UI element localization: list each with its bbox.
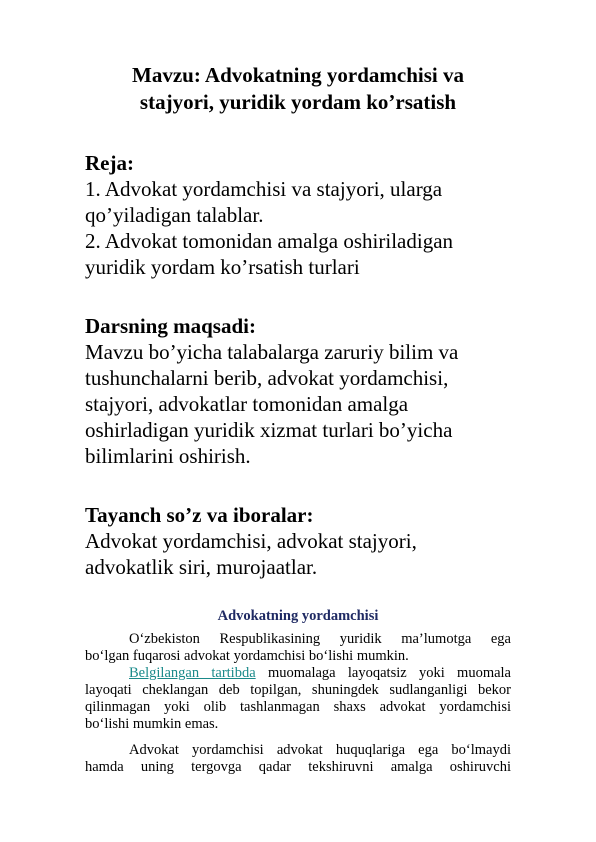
paragraph-text: muomalaga layoqatsiz yoki muomala (255, 665, 511, 681)
paragraph-line: qilinmagan yoki olib tashlanmagan shaxs advokat yordamchisi (85, 699, 511, 715)
reja-block (85, 150, 525, 280)
paragraph-line (85, 665, 511, 682)
reja-line: 2. Advokat tomonidan amalga oshiriladigan (85, 229, 454, 253)
paragraph-line: O‘zbekiston Respublikasining yuridik ma’lumotga ega (129, 631, 511, 647)
tayanch-line: advokatlik siri, murojaatlar. (85, 555, 318, 579)
section-title: Advokatning yordamchisi (217, 608, 379, 624)
reja-heading: Reja: (85, 151, 134, 175)
paragraph-1 (85, 631, 511, 665)
maqsad-line: stajyori, advokatlar tomonidan amalga (85, 392, 409, 416)
paragraph-line: layoqati cheklangan deb topilgan, shuningdek sudlanganligi bekor (85, 682, 511, 698)
reja-line: 1. Advokat yordamchisi va stajyori, ularga (85, 177, 443, 201)
reja-line: yuridik yordam ko’rsatish turlari (85, 255, 360, 279)
title-line-2: stajyori, yuridik yordam ko’rsatish (139, 90, 457, 114)
maqsad-line: Mavzu bo’yicha talabalarga zaruriy bilim va (85, 340, 459, 364)
maqsad-block (85, 313, 525, 469)
title-line-1: Mavzu: Advokatning yordamchisi va (132, 63, 464, 87)
reja-line: qo’yiladigan talablar. (85, 203, 264, 227)
maqsad-line: oshirladigan yuridik xizmat turlari bo’yicha (85, 418, 453, 442)
tayanch-block (85, 502, 525, 580)
belgilangan-tartibda-link[interactable]: Belgilangan tartibda (129, 665, 256, 681)
paragraph-line: hamda uning tergovga qadar tekshiruvni amalga oshiruvchi (85, 759, 511, 775)
maqsad-heading: Darsning maqsadi: (85, 314, 256, 338)
paragraph-3 (85, 742, 511, 776)
maqsad-line: tushunchalarni berib, advokat yordamchisi, (85, 366, 449, 390)
paragraph-line: bo‘lishi mumkin emas. (85, 716, 219, 732)
paragraph-2 (85, 665, 511, 733)
paragraph-line: Advokat yordamchisi advokat huquqlariga ega bo‘lmaydi (129, 742, 511, 758)
tayanch-line: Advokat yordamchisi, advokat stajyori, (85, 529, 417, 553)
document-title (85, 62, 511, 116)
maqsad-line: bilimlarini oshirish. (85, 444, 251, 468)
tayanch-heading: Tayanch so’z va iboralar: (85, 503, 314, 527)
paragraph-line: bo‘lgan fuqarosi advokat yordamchisi bo‘lishi mumkin. (85, 648, 409, 664)
